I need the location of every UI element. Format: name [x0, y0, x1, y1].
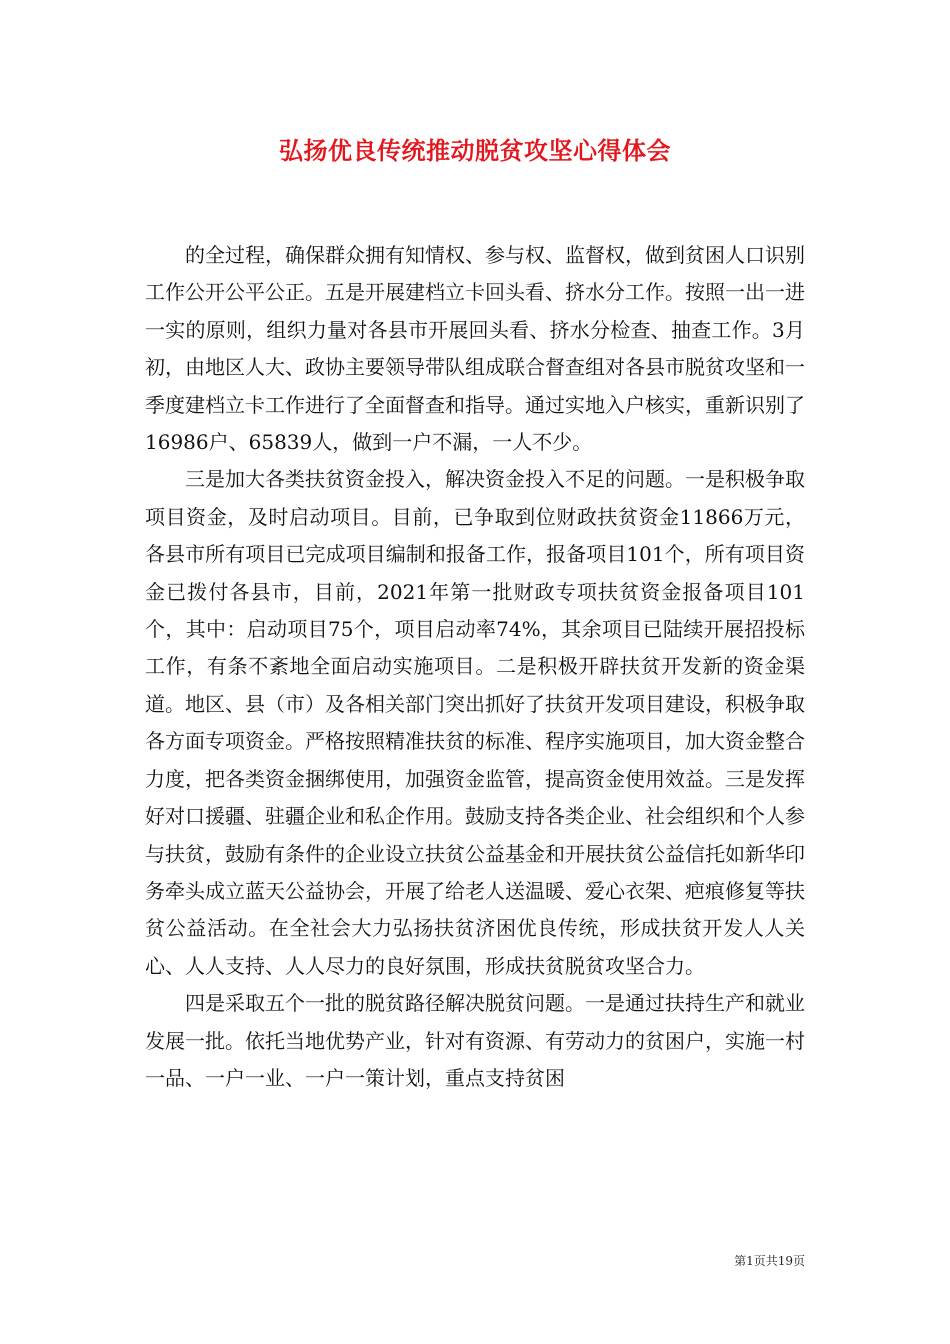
document-body: [145, 237, 805, 1097]
page-number: 第1页共19页: [734, 1254, 805, 1268]
paragraph-2: 三是加大各类扶贫资金投入，解决资金投入不足的问题。一是积极争取项目资金，及时启动项目。目前，已争取到位财政扶贫资金11866万元，各县市所有项目已完成项目编制和报备工作，报备项目101个，所有项目资金已拨付各县市，目前，2021年第一批财政专项扶贫资金报备项目101个，其中：启动项目75个，项目启动率74%，其余项目已陆续开展招投标工作，有条不紊地全面启动实施项目。二是积极开辟扶贫开发新的资金渠道。地区、县（市）及各相关部门突出抓好了扶贫开发项目建设，积极争取各方面专项资金。严格按照精准扶贫的标准、程序实施项目，加大资金整合力度，把各类资金捆绑使用，加强资金监管，提高资金使用效益。三是发挥好对口援疆、驻疆企业和私企作用。鼓励支持各类企业、社会组织和个人参与扶贫，鼓励有条件的企业设立扶贫公益基金和开展扶贫公益信托如新华印务牵头成立蓝天公益协会，开展了给老人送温暖、爱心衣架、疤痕修复等扶贫公益活动。在全社会大力弘扬扶贫济困优良传统，形成扶贫开发人人关心、人人支持、人人尽力的良好氛围，形成扶贫脱贫攻坚合力。: [145, 467, 805, 978]
paragraph-3: 四是采取五个一批的脱贫路径解决脱贫问题。一是通过扶持生产和就业发展一批。依托当地优势产业，针对有资源、有劳动力的贫困户，实施一村一品、一户一业、一户一策计划，重点支持贫困: [145, 991, 805, 1090]
document-title: 弘扬优良传统推动脱贫攻坚心得体会: [279, 136, 671, 165]
paragraph-1: 的全过程，确保群众拥有知情权、参与权、监督权，做到贫困人口识别工作公开公平公正。五是开展建档立卡回头看、挤水分工作。按照一出一进一实的原则，组织力量对各县市开展回头看、挤水分检查、抽查工作。3月初，由地区人大、政协主要领导带队组成联合督查组对各县市脱贫攻坚和一季度建档立卡工作进行了全面督查和指导。通过实地入户核实，重新识别了16986户、65839人，做到一户不漏，一人不少。: [145, 243, 805, 455]
